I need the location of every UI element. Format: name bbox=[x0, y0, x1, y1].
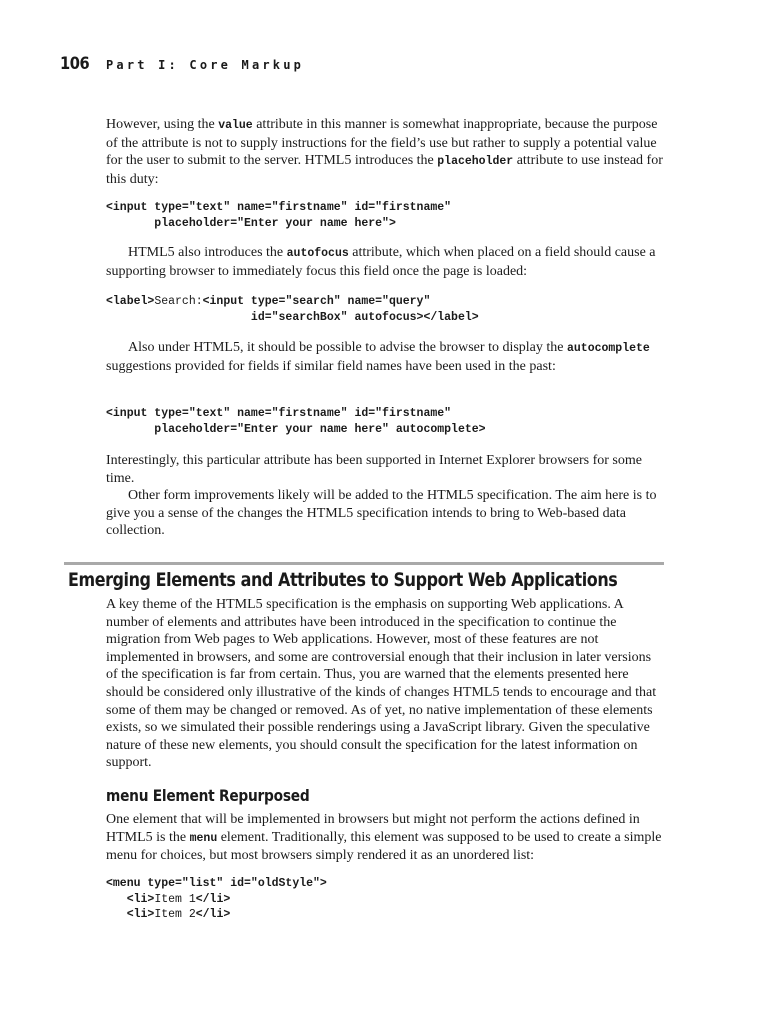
page-number: 106 bbox=[60, 54, 90, 74]
section-divider bbox=[64, 562, 664, 565]
paragraph-menu-element: One element that will be implemented in browsers but might not perform the actions defined in HTML5 is the menu element. Traditionally, this element was supposed to be used to create a simple menu for choices, but most browsers simply rendered it as an unordered list: bbox=[106, 812, 662, 864]
code-example-placeholder: <input type="text" name="firstname" id="firstname" placeholder="Enter your name here"> bbox=[106, 201, 452, 230]
paragraph-web-applications: A key theme of the HTML5 specification is the emphasis on supporting Web applications. A number of elements and attributes have been introduced in the specification to continue the migration from Web pages to Web applications. However, most of these features are not implemented in browsers, and some are controversial enough that their inclusion in later versions of the specification is far from certain. Thus, you are warned that the elements presented here should be considered only illustrative of the kinds of changes HTML5 tends to encourage and that some of them may be changed or removed. As of yet, no native implementation of these elements exists, so we simulated their possible renderings using a JavaScript library. Given the speculative nature of these new elements, you should consult the specification for the latest information on support. bbox=[106, 597, 657, 771]
code-example-autocomplete: <input type="text" name="firstname" id="firstname" placeholder="Enter your name here" autocomplete> bbox=[106, 407, 486, 436]
running-header bbox=[60, 54, 304, 76]
code-example-menu: <menu type="list" id="oldStyle"> <li>Item 1</li> <li>Item 2</li> bbox=[106, 877, 327, 921]
paragraph-form-improvements: Other form improvements likely will be added to the HTML5 specification. The aim here is to give you a sense of the changes the HTML5 specification intends to bring to Web-based data collection. bbox=[106, 488, 657, 539]
paragraph-ie-support: Interestingly, this particular attribute has been supported in Internet Explorer browsers for some time. Other form improvements likely will be added to the HTML5 specification. The aim here is to give you a sense of the changes the HTML5 specification intends to bring to Web-based data collection. bbox=[106, 452, 664, 540]
paragraph-value-attribute: However, using the value attribute in this manner is somewhat inappropriate, because the purpose of the attribute is not to supply instructions for the field’s use but rather to supply a potential value for the user to submit to the server. HTML5 introduces the placeholder attribute to use instead for this duty: bbox=[106, 117, 663, 187]
running-title: Part I: Core Markup bbox=[106, 58, 305, 72]
paragraph-autocomplete: Also under HTML5, it should be possible to advise the browser to display the autocomplete suggestions provided for fields if similar field names have been used in the past: bbox=[106, 340, 650, 374]
subsection-heading: menu Element Repurposed bbox=[106, 786, 310, 805]
section-heading: Emerging Elements and Attributes to Support Web Applications bbox=[68, 569, 618, 591]
paragraph-autofocus: HTML5 also introduces the autofocus attribute, which when placed on a field should cause a supporting browser to immediately focus this field once the page is loaded: bbox=[106, 245, 656, 279]
code-example-autofocus: <label>Search:<input type="search" name="query" id="searchBox" autofocus></label> bbox=[106, 295, 479, 324]
